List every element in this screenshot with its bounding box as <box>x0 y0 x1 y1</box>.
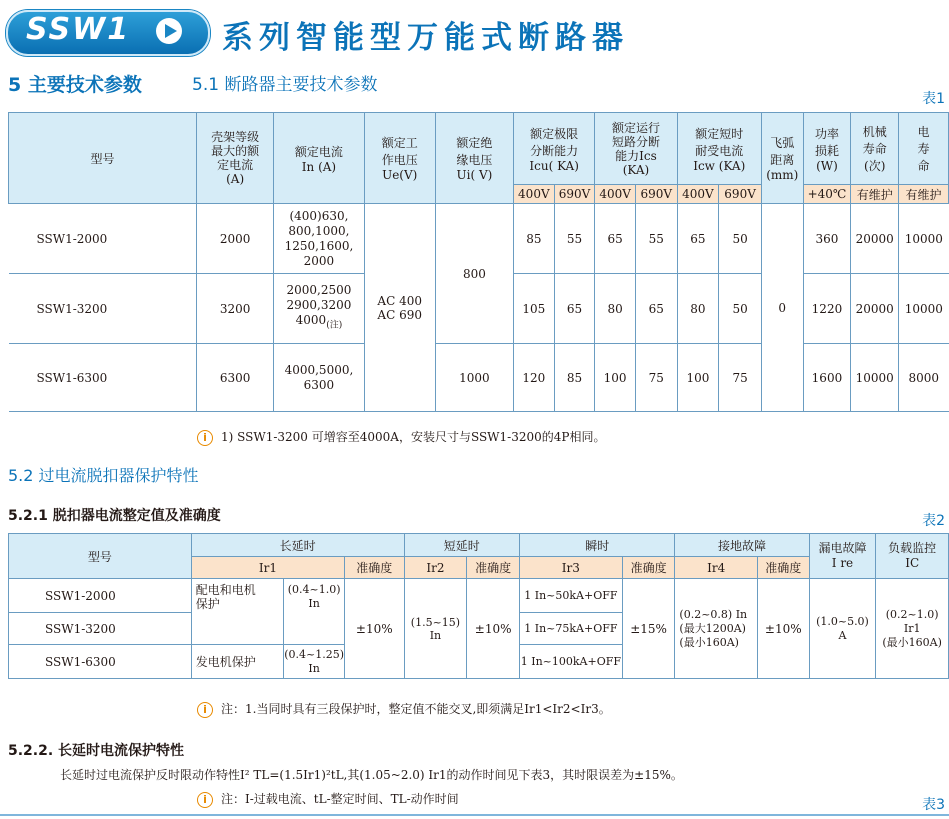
cell-inst: 1 In~100kA+OFF <box>519 645 622 679</box>
th-icu-690: 690V <box>554 185 595 204</box>
table-row <box>9 579 949 613</box>
table-row <box>9 204 949 274</box>
cell-icw400: 80 <box>677 274 719 344</box>
th-model: 型号 <box>9 113 197 204</box>
current-extra: 4000 <box>295 313 327 328</box>
cell-ics690: 65 <box>635 274 677 344</box>
cell-icu690: 55 <box>554 204 595 274</box>
th-ir3: Ir3 <box>519 557 622 579</box>
cell-ui: 1000 <box>435 344 513 412</box>
section-5-2-1-title: 5.2.1 脱扣器电流整定值及准确度 <box>8 508 221 524</box>
table-1-note-text: 1) SSW1-3200 可增容至4000A，安装尺寸与SSW1-3200的4P相同。 <box>221 430 606 444</box>
table-1-note <box>197 428 605 446</box>
cell-model: SSW1-6300 <box>9 344 197 412</box>
cell-mech: 10000 <box>851 344 899 412</box>
th-ui: 额定绝 缘电压 Ui( V) <box>435 113 513 204</box>
section-5-title: 5 主要技术参数 <box>8 74 142 96</box>
series-logo <box>6 10 210 56</box>
th-icw-400: 400V <box>677 185 719 204</box>
cell-inst: 1 In~50kA+OFF <box>519 579 622 613</box>
cell-arc: 0 <box>761 204 803 412</box>
th-leak: 漏电故障 I re <box>809 534 876 579</box>
th-maint-elec: 有维护 <box>899 185 949 204</box>
cell-short-range: (1.5~15) In <box>404 579 467 679</box>
th-icu-400: 400V <box>514 185 555 204</box>
th-frame: 壳架等级 最大的额 定电流 (A) <box>197 113 274 204</box>
th-ue: 额定工 作电压 Ue(V) <box>364 113 435 204</box>
table-2-number: 表2 <box>922 513 945 529</box>
cell-icu690: 65 <box>554 274 595 344</box>
table-3-note <box>197 790 459 808</box>
section-5-1-title: 5.1 断路器主要技术参数 <box>192 75 378 95</box>
cell-power: 1220 <box>803 274 851 344</box>
cell-load: (0.2~1.0) Ir1 (最小160A) <box>876 579 949 679</box>
cell-long-acc: ±10% <box>345 579 405 679</box>
current-range: 2000,2500 2900,3200 <box>286 283 352 313</box>
cell-elec: 10000 <box>899 274 949 344</box>
cell-model: SSW1-3200 <box>9 274 197 344</box>
cell-ics400: 80 <box>595 274 636 344</box>
cell-icw400: 100 <box>677 344 719 412</box>
th-arc: 飞弧 距离 (mm) <box>761 113 803 204</box>
th-ir2: Ir2 <box>404 557 467 579</box>
th-elec: 电 寿 命 <box>899 113 949 185</box>
cell-power: 360 <box>803 204 851 274</box>
th-ics-690: 690V <box>635 185 677 204</box>
cell-icw690: 50 <box>719 274 762 344</box>
section-5-2-2-paragraph: 长延时过电流保护反时限动作特性I² TL=(1.5Ir1)²tL,其(1.05~2.0) Ir1的动作时间见下表3，其时限误差为±15%。 <box>60 768 683 782</box>
cell-ics690: 75 <box>635 344 677 412</box>
info-icon: i <box>197 792 213 808</box>
cell-ui: 800 <box>435 204 513 344</box>
table-2-note-text: 注：1.当同时具有三段保护时，整定值不能交叉,即须满足Ir1<Ir2<Ir3。 <box>221 702 611 716</box>
cell-icu400: 120 <box>514 344 555 412</box>
cell-current: (400)630, 800,1000, 1250,1600, 2000 <box>274 204 364 274</box>
table-3-note-text: 注：I-过载电流、tL-整定时间、TL-动作时间 <box>221 792 459 806</box>
th-ground: 接地故障 <box>675 534 809 557</box>
cell-icu690: 85 <box>554 344 595 412</box>
cell-model: SSW1-6300 <box>9 645 192 679</box>
cell-power: 1600 <box>803 344 851 412</box>
trip-settings-table <box>8 533 949 679</box>
cell-frame: 6300 <box>197 344 274 412</box>
table-1-number: 表1 <box>922 91 945 107</box>
th-icw-690: 690V <box>719 185 762 204</box>
th-long: 长延时 <box>191 534 404 557</box>
cell-model: SSW1-2000 <box>9 579 192 613</box>
cell-dist-range: (0.4~1.0) In <box>284 579 345 645</box>
cell-elec: 10000 <box>899 204 949 274</box>
current-note: (注) <box>326 320 343 331</box>
cell-model: SSW1-3200 <box>9 613 192 645</box>
th-ics-400: 400V <box>595 185 636 204</box>
cell-leak: (1.0~5.0) A <box>809 579 876 679</box>
cell-gen-range: (0.4~1.25) In <box>284 645 345 679</box>
cell-current <box>274 274 364 344</box>
table-2-note <box>197 700 611 718</box>
th-maint-mech: 有维护 <box>851 185 899 204</box>
cell-gen: 发电机保护 <box>191 645 283 679</box>
cell-icu400: 105 <box>514 274 555 344</box>
th-acc-ground: 准确度 <box>757 557 809 579</box>
th-icw: 额定短时 耐受电流 Icw (KA) <box>677 113 761 185</box>
divider <box>0 814 949 816</box>
th-model: 型号 <box>9 534 192 579</box>
th-ics: 额定运行 短路分断 能力Ics (KA) <box>595 113 677 185</box>
cell-ue: AC 400 AC 690 <box>364 204 435 412</box>
th-temp: +40℃ <box>803 185 851 204</box>
cell-ground-range: (0.2~0.8) In (最大1200A) (最小160A) <box>675 579 757 679</box>
cell-icw690: 50 <box>719 204 762 274</box>
info-icon: i <box>197 430 213 446</box>
document-title: 系列智能型万能式断路器 <box>222 20 629 56</box>
cell-ics400: 100 <box>595 344 636 412</box>
table-row <box>9 344 949 412</box>
cell-inst: 1 In~75kA+OFF <box>519 613 622 645</box>
cell-icw690: 75 <box>719 344 762 412</box>
cell-current: 4000,5000, 6300 <box>274 344 364 412</box>
cell-mech: 20000 <box>851 274 899 344</box>
section-5-2-title: 5.2 过电流脱扣器保护特性 <box>8 466 199 485</box>
play-icon <box>156 18 182 44</box>
th-acc-long: 准确度 <box>345 557 405 579</box>
th-inst: 瞬时 <box>519 534 674 557</box>
th-acc-inst: 准确度 <box>622 557 675 579</box>
cell-dist: 配电和电机 保护 <box>191 579 283 645</box>
section-5-2-2-title: 5.2.2. 长延时电流保护特性 <box>8 743 185 759</box>
th-ir1: Ir1 <box>191 557 344 579</box>
cell-ground-acc: ±10% <box>757 579 809 679</box>
logo-text: SSW1 <box>26 12 131 47</box>
cell-icu400: 85 <box>514 204 555 274</box>
th-ir4: Ir4 <box>675 557 757 579</box>
th-rated-current: 额定电流 In (A) <box>274 113 364 204</box>
th-load: 负载监控 IC <box>876 534 949 579</box>
th-power: 功率 损耗 (W) <box>803 113 851 185</box>
cell-mech: 20000 <box>851 204 899 274</box>
info-icon: i <box>197 702 213 718</box>
table-3-number: 表3 <box>922 797 945 813</box>
th-short: 短延时 <box>404 534 519 557</box>
th-acc-short: 准确度 <box>467 557 520 579</box>
cell-model: SSW1-2000 <box>9 204 197 274</box>
cell-icw400: 65 <box>677 204 719 274</box>
cell-ics690: 55 <box>635 204 677 274</box>
cell-inst-acc: ±15% <box>622 579 675 679</box>
cell-frame: 3200 <box>197 274 274 344</box>
th-mech: 机械 寿命 (次) <box>851 113 899 185</box>
cell-elec: 8000 <box>899 344 949 412</box>
cell-short-acc: ±10% <box>467 579 520 679</box>
cell-frame: 2000 <box>197 204 274 274</box>
th-icu: 额定极限 分断能力 Icu( KA) <box>514 113 595 185</box>
specs-table <box>8 112 949 412</box>
cell-ics400: 65 <box>595 204 636 274</box>
